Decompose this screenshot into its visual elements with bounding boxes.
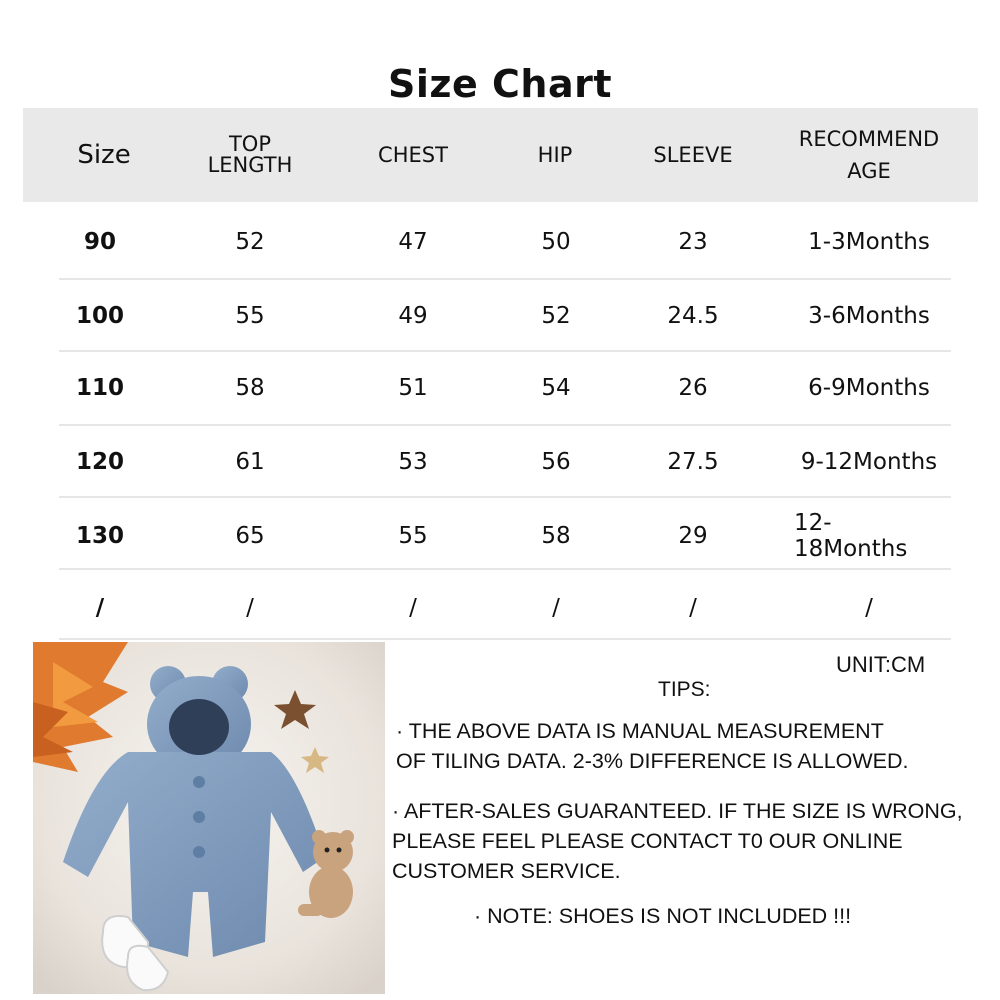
cell-top-length: 55 [235, 303, 265, 329]
cell-size: 110 [75, 375, 124, 401]
product-photo [33, 642, 385, 994]
note-shoes-line1: · NOTE: SHOES IS NOT INCLUDED !!! [474, 904, 852, 928]
note-after-sales [392, 796, 963, 886]
cell-recommend-age: 3-6Months [808, 303, 930, 329]
cell-top-length: / [246, 595, 254, 621]
cell-sleeve: / [689, 595, 697, 621]
table-row [0, 426, 1000, 498]
note-shoes [474, 901, 851, 931]
header-top-length-line2: LENGTH [207, 153, 293, 177]
cell-size: 100 [75, 303, 124, 329]
header-chest-label: CHEST [378, 143, 448, 167]
table-row [0, 500, 1000, 572]
baby-romper-photo [33, 642, 385, 994]
cell-top-length: 58 [235, 375, 265, 401]
cell-hip: 54 [541, 375, 571, 401]
cell-chest: 53 [398, 449, 428, 475]
header-size-label: Size [77, 140, 131, 170]
cell-chest: 51 [398, 375, 428, 401]
note-measurement-line1: · THE ABOVE DATA IS MANUAL MEASUREMENT [396, 719, 884, 743]
row-divider [59, 638, 951, 640]
cell-recommend-age: 9-12Months [800, 449, 938, 475]
cell-chest: 49 [398, 303, 428, 329]
cell-hip: 52 [541, 303, 571, 329]
header-hip-label: HIP [537, 143, 573, 167]
header-top-length [180, 108, 320, 202]
cell-sleeve: 24.5 [667, 303, 719, 329]
row-divider [59, 568, 951, 570]
note-measurement [396, 716, 909, 776]
note-after-sales-line3: CUSTOMER SERVICE. [392, 859, 621, 883]
header-sleeve [623, 108, 763, 202]
cell-recommend-age: 12-18Months [794, 510, 908, 562]
table-row [0, 572, 1000, 644]
cell-recommend-age: 6-9Months [808, 375, 930, 401]
cell-size: / [95, 595, 105, 621]
cell-recommend-age: 1-3Months [808, 229, 930, 255]
cell-size: 120 [75, 449, 124, 475]
size-chart-title: Size Chart [387, 62, 612, 106]
table-row [0, 206, 1000, 278]
cell-hip: / [552, 595, 560, 621]
header-size [44, 108, 164, 202]
tips-label: TIPS: [658, 678, 711, 701]
cell-sleeve: 29 [678, 523, 708, 549]
note-after-sales-line2: PLEASE FEEL PLEASE CONTACT T0 OUR ONLINE [392, 829, 903, 853]
row-divider [59, 496, 951, 498]
note-after-sales-line1: · AFTER-SALES GUARANTEED. IF THE SIZE IS WRONG, [392, 799, 963, 823]
header-recommend-age-line2: AGE [847, 159, 891, 183]
cell-sleeve: 27.5 [667, 449, 719, 475]
cell-chest: / [409, 595, 417, 621]
cell-top-length: 65 [235, 523, 265, 549]
table-row [0, 352, 1000, 424]
cell-sleeve: 23 [678, 229, 708, 255]
header-top-length-line1: TOP [228, 132, 272, 156]
cell-hip: 50 [541, 229, 571, 255]
unit-label: UNIT:CM [836, 652, 926, 677]
cell-top-length: 52 [235, 229, 265, 255]
cell-top-length: 61 [235, 449, 265, 475]
cell-size: 90 [83, 229, 116, 255]
cell-sleeve: 26 [678, 375, 708, 401]
cell-size: 130 [75, 523, 124, 549]
cell-hip: 56 [541, 449, 571, 475]
cell-chest: 55 [398, 523, 428, 549]
table-row [0, 280, 1000, 352]
cell-hip: 58 [541, 523, 571, 549]
note-measurement-line2: OF TILING DATA. 2-3% DIFFERENCE IS ALLOWED. [396, 749, 909, 773]
cell-chest: 47 [398, 229, 428, 255]
header-recommend-age-line1: RECOMMEND [798, 127, 940, 151]
header-chest [343, 108, 483, 202]
header-recommend-age [779, 108, 959, 202]
header-hip [500, 108, 610, 202]
cell-recommend-age: / [865, 595, 873, 621]
header-sleeve-label: SLEEVE [653, 143, 733, 167]
